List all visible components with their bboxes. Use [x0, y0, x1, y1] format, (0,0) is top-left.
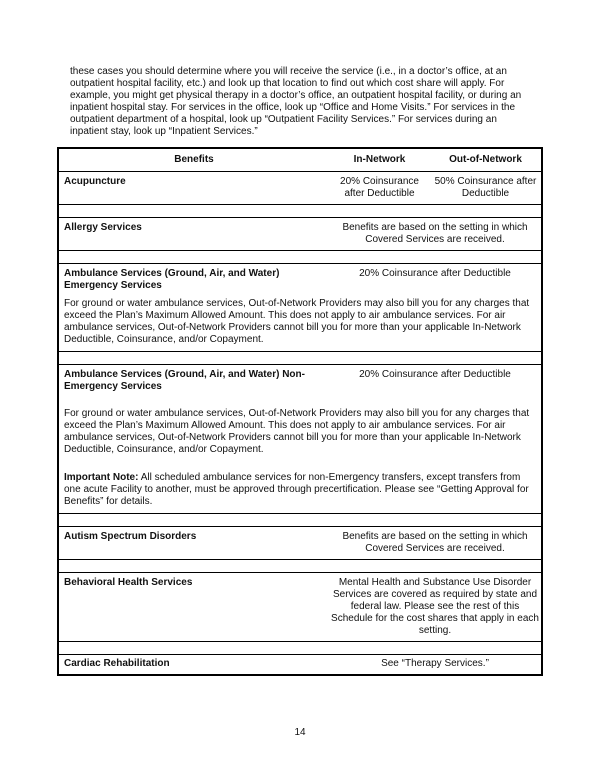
- column-header-benefits: Benefits: [174, 154, 214, 165]
- column-header-in-network: In-Network: [353, 154, 406, 165]
- benefit-name: Cardiac Rehabilitation: [64, 658, 170, 669]
- benefit-name: Behavioral Health Services: [64, 577, 193, 588]
- spacer-row: [59, 351, 541, 364]
- benefit-note: For ground or water ambulance services, Out-of-Network Providers may also bill you for any charges that exceed the Plan’s Maximum Allowed Amount. This does not apply to air ambulance services. For air ambulance services, Out-of-Network Providers cannot bill you for more than your applicable In-Network Deductible, Coinsurance, and/or Copayment.: [64, 408, 530, 455]
- out-of-network-value: 50% Coinsurance after Deductible: [434, 176, 537, 199]
- benefit-note: For ground or water ambulance services, Out-of-Network Providers may also bill you for any charges that exceed the Plan’s Maximum Allowed Amount. This does not apply to air ambulance services. For air ambulance services, Out-of-Network Providers cannot bill you for more than your applicable In-Network Deductible, Coinsurance, and/or Copayment.: [64, 298, 530, 345]
- benefit-name: Ambulance Services (Ground, Air, and Water) Emergency Services: [64, 268, 280, 291]
- important-note-label: Important Note:: [64, 472, 139, 483]
- benefit-value: Mental Health and Substance Use Disorder Services are covered as required by state and federal law. Please see the rest of this Schedule for the cost shares that apply in each setting.: [331, 577, 539, 636]
- benefit-value: 20% Coinsurance after Deductible: [359, 268, 511, 279]
- benefit-name: Ambulance Services (Ground, Air, and Water) Non-Emergency Services: [64, 369, 305, 392]
- benefits-table: [57, 147, 543, 676]
- table-header-row: [59, 149, 541, 171]
- table-row-autism-spectrum-disorders: [59, 526, 541, 559]
- important-note-text: All scheduled ambulance services for non-Emergency transfers, except transfers from one acute Facility to another, must be approved through precertification. Please see “Getting Approval for Benefits” for details.: [64, 472, 529, 507]
- benefit-value: Benefits are based on the setting in which Covered Services are received.: [342, 531, 528, 554]
- table-row-allergy-services: [59, 217, 541, 250]
- table-row-ambulance-emergency: [59, 263, 541, 351]
- table-row-behavioral-health-services: [59, 572, 541, 641]
- important-note: [59, 461, 541, 513]
- column-header-out-of-network: Out-of-Network: [449, 154, 522, 165]
- table-row-acupuncture: [59, 171, 541, 204]
- benefit-value: 20% Coinsurance after Deductible: [359, 369, 511, 380]
- benefit-name: Acupuncture: [64, 176, 126, 187]
- spacer-row: [59, 204, 541, 217]
- spacer-row: [59, 513, 541, 526]
- table-row-cardiac-rehabilitation: [59, 654, 541, 674]
- table-row-ambulance-non-emergency: [59, 364, 541, 513]
- benefit-value: Benefits are based on the setting in which Covered Services are received.: [342, 222, 528, 245]
- spacer-row: [59, 559, 541, 572]
- document-page: [57, 0, 543, 676]
- intro-paragraph: these cases you should determine where you will receive the service (i.e., in a doctor’s office, at an outpatient hospital facility, etc.) and look up that location to find out which cost share will apply. For example, you might get physical therapy in a doctor’s office, an outpatient hospital facility, or during an inpatient hospital stay. For services in the office, look up “Office and Home Visits.” For services in the outpatient department of a hospital, look up “Outpatient Facility Services.” For services during an inpatient stay, look up “Inpatient Services.”: [70, 66, 522, 137]
- in-network-value: 20% Coinsurance after Deductible: [340, 176, 419, 199]
- benefit-name: Allergy Services: [64, 222, 142, 233]
- page-number: 14: [294, 727, 306, 738]
- benefit-name: Autism Spectrum Disorders: [64, 531, 197, 542]
- spacer-row: [59, 250, 541, 263]
- benefit-value: See “Therapy Services.”: [381, 658, 489, 669]
- spacer-row: [59, 641, 541, 654]
